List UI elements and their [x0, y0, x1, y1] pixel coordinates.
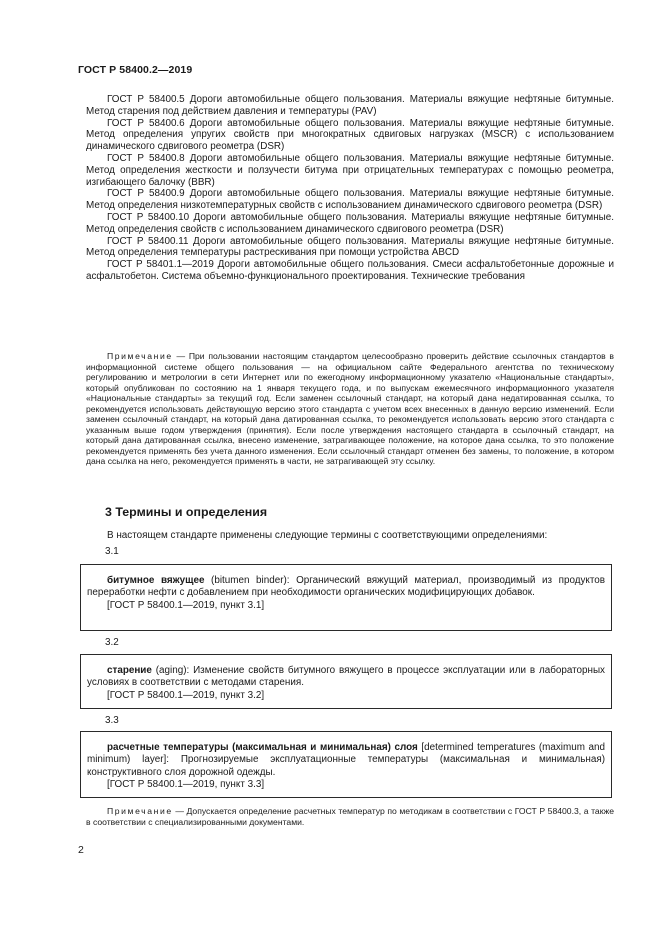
note-label: Примечание: [107, 806, 173, 816]
term-definition: (bitumen binder): Органический вяжущий материал, производимый из продуктов переработки нефти с добавлением при необходимости органических модифицирующих добавок.: [87, 575, 605, 599]
reference-item: ГОСТ Р 58400.10 Дороги автомобильные общего пользования. Материалы вяжущие нефтяные битумные. Метод определения свойств с использованием динамического сдвигового реометра (DSR): [86, 211, 614, 235]
term-box: [80, 731, 612, 798]
references-note: [86, 351, 614, 467]
note-text: — При пользовании настоящим стандартом целесообразно проверить действие ссылочных стандартов в информационной системе общего пользования — на официальном сайте Федерального агентства по техническому регулированию и метрологии в сети Интернет или по ежегодному информационному указателю «Национальные стандарты», который опубликован по состоянию на 1 января текущего года, и по выпускам ежемесячного информационного указателя «Национальные стандарты» за текущий год. Если заменен ссылочный стандарт, на который дана недатированная ссылка, то рекомендуется использовать действующую версию этого стандарта с учетом всех внесенных в данную версию изменений. Если заменен ссылочный стандарт, на который дана датированная ссылка, то рекомендуется использовать версию этого стандарта с указанным выше годом утверждения (принятия). Если после утверждения настоящего стандарта в ссылочный стандарт, на который дана датированная ссылка, внесено изменение, затрагивающее положение, на которое дана ссылка, то это положение рекомендуется применять без учета данного изменения. Если ссылочный стандарт отменен без замены, то положение, в котором дана ссылка на него, рекомендуется применять в части, не затрагивающей эту ссылку.: [86, 351, 614, 466]
term-box: [80, 564, 612, 631]
reference-item: ГОСТ Р 58400.11 Дороги автомобильные общего пользования. Материалы вяжущие нефтяные битумные. Метод определения температуры растрескивания при помощи устройства ABCD: [86, 235, 614, 259]
term-name: расчетные температуры (максимальная и минимальная) слоя: [107, 742, 418, 753]
normative-references-list: [86, 94, 614, 283]
reference-item: ГОСТ Р 58400.5 Дороги автомобильные общего пользования. Материалы вяжущие нефтяные битумные. Метод старения под действием давления и температуры (PAV): [86, 94, 614, 117]
document-header: ГОСТ Р 58400.2—2019: [78, 64, 193, 76]
term-source: [ГОСТ Р 58400.1—2019, пункт 3.2]: [107, 689, 265, 701]
term-source: [ГОСТ Р 58400.1—2019, пункт 3.3]: [107, 778, 265, 790]
page-number: 2: [78, 844, 84, 856]
term-definition: (aging): Изменение свойств битумного вяжущего в процессе эксплуатации или в лабораторных условиях в соответствии с методами старения.: [87, 665, 605, 689]
section-intro: В настоящем стандарте применены следующие термины с соответствующими определениями:: [107, 530, 548, 541]
note-text: — Допускается определение расчетных температур по методикам в соответствии с ГОСТ Р 58400.3, а также в соответствии с специализированными документами.: [86, 806, 614, 827]
reference-item: ГОСТ Р 58401.1—2019 Дороги автомобильные общего пользования. Смеси асфальтобетонные дорожные и асфальтобетон. Система объемно-функционального проектирования. Технические требования: [86, 259, 614, 282]
term-name: старение: [107, 665, 152, 676]
term-source: [ГОСТ Р 58400.1—2019, пункт 3.1]: [107, 599, 265, 611]
term-number: 3.3: [105, 715, 119, 726]
term-definition: [determined temperatures (maximum and minimum) layer]: Прогнозируемые эксплуатационные температуры (максимальная и минимальная) конструктивного слоя дорожной одежды.: [87, 742, 605, 778]
terms-note: [86, 806, 614, 828]
reference-item: ГОСТ Р 58400.9 Дороги автомобильные общего пользования. Материалы вяжущие нефтяные битумные. Метод определения низкотемпературных свойств с использованием динамического сдвигового реометра (DSR): [86, 188, 614, 212]
term-box: [80, 654, 612, 709]
reference-item: ГОСТ Р 58400.6 Дороги автомобильные общего пользования. Материалы вяжущие нефтяные битумные. Метод определения упругих свойств при многократных сдвиговых нагрузках (MSCR) с использованием динамического сдвигового реометра (DSR): [86, 117, 614, 153]
section-heading: 3 Термины и определения: [105, 505, 268, 519]
term-number: 3.1: [105, 546, 119, 557]
term-name: битумное вяжущее: [107, 575, 205, 586]
reference-item: ГОСТ Р 58400.8 Дороги автомобильные общего пользования. Материалы вяжущие нефтяные битумные. Метод определения жесткости и ползучести битума при отрицательных температурах с помощью реометра, изгибающего балочку (BBR): [86, 152, 614, 188]
note-label: Примечание: [107, 351, 173, 361]
term-number: 3.2: [105, 637, 119, 648]
